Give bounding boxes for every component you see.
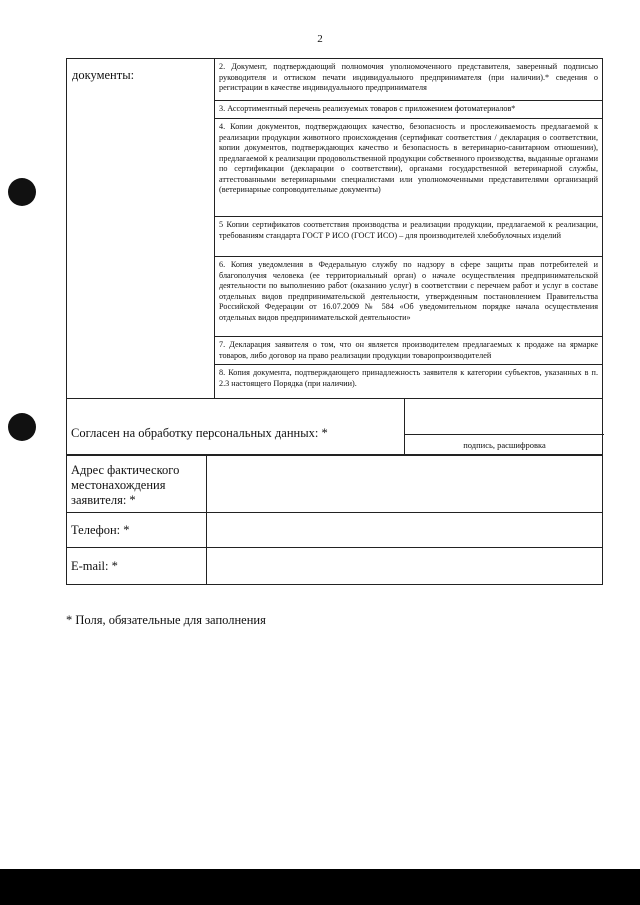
email-label: E-mail: * [67, 548, 207, 585]
page-number: 2 [317, 33, 323, 45]
document-item: 3. Ассортиментный перечень реализуемых товаров с приложением фотоматериалов* [215, 101, 603, 119]
document-item: 2. Документ, подтверждающий полномочия уполномоченного представителя, заверенный подписью руководителя и оттиском печати индивидуального предпринимателя (при наличии).* сведения о регистрации в качестве индивидуального предпринимателя [215, 59, 603, 101]
phone-field[interactable] [207, 513, 603, 548]
consent-label: Согласен на обработку персональных данных: * [71, 426, 328, 440]
document-item: 6. Копия уведомления в Федеральную службу по надзору в сфере защиты прав потребителей и благополучия человека (ее территориальный орган) о начале осуществления предпринимательской деятельности по выполнению работ (оказанию услуг) в соответствии с перечнем работ и услуг в составе отдельных видов предпринимательской деятельности, утвержденным постановлением Правительства Российской Федерации от 16.07.2009 № 584 «Об уведомительном порядке начала осуществления отдельных видов предпринимательской деятельности» [215, 257, 603, 337]
scan-border-bar [0, 869, 640, 905]
phone-label: Телефон: * [67, 513, 207, 548]
documents-label: документы: [67, 59, 215, 399]
applicant-info-table [66, 455, 603, 585]
address-label: Адрес фактического местонахождения заявителя: * [71, 462, 180, 507]
email-field[interactable] [207, 548, 603, 585]
required-fields-footnote: * Поля, обязательные для заполнения [66, 613, 266, 627]
document-item: 5 Копии сертификатов соответствия производства и реализации продукции, предлагаемой к реализации, требованиям стандарта ГОСТ Р ИСО (ГОСТ ИСО) – для производителей хлебобулочных изделий [215, 217, 603, 257]
punch-hole-mark [8, 178, 36, 206]
signature-caption: подпись, расшифровка [463, 440, 546, 450]
signature-field[interactable] [404, 398, 604, 455]
address-field[interactable] [207, 456, 603, 513]
documents-table [66, 58, 603, 399]
address-label-cell [67, 456, 207, 513]
document-item: 8. Копия документа, подтверждающего принадлежность заявителя к категории субъектов, указанных в п. 2.3 настоящего Порядка (при наличии). [215, 365, 603, 399]
document-item: 4. Копии документов, подтверждающих качество, безопасность и прослеживаемость предлагаемой к реализации продукции животного происхождения (сертификат соответствия / декларация о соответствии, копии документов, подтверждающих качество и безопасность в ветеринарно-санитарном отношении), предлагаемой к реализации продовольственной продукции собственного производства, выданные органами по сертификации (декларации о соответствии), органами государственной ветеринарной службы, аттестованными ветеринарными специалистами или уполномоченными представителями организаций (ветеринарные сопроводительные документы) [215, 119, 603, 217]
punch-hole-mark [8, 413, 36, 441]
signature-line [405, 434, 604, 435]
document-item: 7. Декларация заявителя о том, что он является производителем предлагаемых к продаже на ярмарке товаров, либо договор на право реализации продукции товаропроизводителей [215, 337, 603, 365]
consent-row [66, 398, 603, 455]
